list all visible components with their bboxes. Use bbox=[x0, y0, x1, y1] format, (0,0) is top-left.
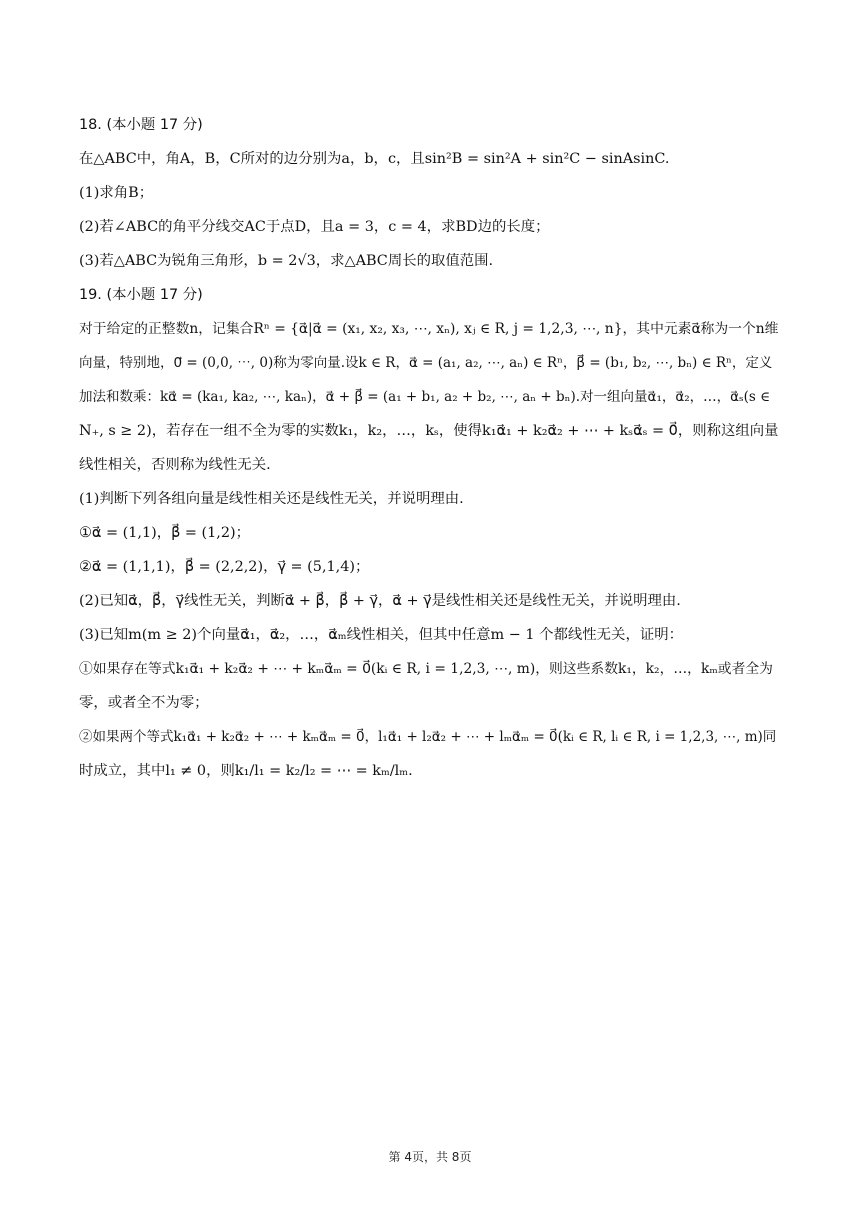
q19-definition-line-4: N₊, s ≥ 2)，若存在一组不全为零的实数k₁，k₂，…，kₛ，使得k₁α⃗₁ + k₂α⃗₂ + ⋯ + kₛα⃗ₛ = 0⃗，则称这组向量 bbox=[79, 423, 779, 439]
q19-part2: (2)已知α⃗，β⃗，γ⃗线性无关，判断α⃗ + β⃗，β⃗ + γ⃗，α⃗ + γ⃗是线性相关还是线性无关，并说明理由. bbox=[79, 593, 681, 609]
q19-part3-item1-line1: ①如果存在等式k₁α⃗₁ + k₂α⃗₂ + ⋯ + kₘα⃗ₘ = 0⃗(kᵢ ∈ R, i = 1,2,3, ⋯, m)，则这些系数k₁，k₂，…，kₘ或者全为 bbox=[79, 661, 773, 677]
page-number-footer: 第 4页，共 8页 bbox=[388, 1150, 472, 1164]
q19-definition-line-5: 线性相关，否则称为线性无关. bbox=[79, 457, 271, 473]
exam-page-content bbox=[79, 108, 781, 788]
q19-part1: (1)判断下列各组向量是线性相关还是线性无关，并说明理由. bbox=[79, 491, 464, 507]
q19-part3-item1-line2: 零，或者全不为零； bbox=[79, 695, 209, 711]
q19-part3-item2-line1: ②如果两个等式k₁α⃗₁ + k₂α⃗₂ + ⋯ + kₘα⃗ₘ = 0⃗，l₁α⃗₁ + l₂α⃗₂ + ⋯ + lₘα⃗ₘ = 0⃗(kᵢ ∈ R, lᵢ ∈ R, i = 1,2,3, ⋯, m)同 bbox=[79, 729, 777, 745]
q19-heading: 19. (本小题 17 分) bbox=[79, 287, 203, 303]
q18-part2: (2)若∠ABC的角平分线交AC于点D，且a = 3，c = 4，求BD边的长度； bbox=[79, 219, 550, 235]
q19-definition-line-3: 加法和数乘：kα⃗ = (ka₁, ka₂, ⋯, kaₙ)，α⃗ + β⃗ = (a₁ + b₁, a₂ + b₂, ⋯, aₙ + bₙ).对一组向量α⃗₁，α⃗₂，…，α⃗ₛ(s ∈ bbox=[79, 389, 771, 405]
q19-part1-item2: ②α⃗ = (1,1,1)，β⃗ = (2,2,2)，γ⃗ = (5,1,4)； bbox=[79, 559, 370, 575]
q19-part1-item1: ①α⃗ = (1,1)，β⃗ = (1,2)； bbox=[79, 525, 250, 541]
q19-definition-line-1: 对于给定的正整数n，记集合Rⁿ = {α⃗|α⃗ = (x₁, x₂, x₃, ⋯, xₙ), xⱼ ∈ R, j = 1,2,3, ⋯, n}，其中元素α⃗称为一个n维 bbox=[79, 321, 779, 337]
q18-heading: 18. (本小题 17 分) bbox=[79, 117, 203, 133]
q19-definition-line-2: 向量，特别地，0⃗ = (0,0, ⋯, 0)称为零向量.设k ∈ R，α⃗ = (a₁, a₂, ⋯, aₙ) ∈ Rⁿ，β⃗ = (b₁, b₂, ⋯, bₙ) ∈ Rⁿ，定义 bbox=[79, 355, 773, 371]
q18-stem: 在△ABC中，角A，B，C所对的边分别为a，b，c，且sin²B = sin²A + sin²C − sinAsinC. bbox=[79, 151, 670, 167]
q18-part1: (1)求角B； bbox=[79, 185, 154, 201]
q18-part3: (3)若△ABC为锐角三角形，b = 2√3，求△ABC周长的取值范围. bbox=[79, 253, 494, 269]
q19-part3: (3)已知m(m ≥ 2)个向量α⃗₁，α⃗₂，…，α⃗ₘ线性相关，但其中任意m − 1 个都线性无关，证明： bbox=[79, 627, 684, 643]
q19-part3-item2-line2: 时成立，其中l₁ ≠ 0，则k₁/l₁ = k₂/l₂ = ⋯ = kₘ/lₘ. bbox=[79, 763, 413, 779]
